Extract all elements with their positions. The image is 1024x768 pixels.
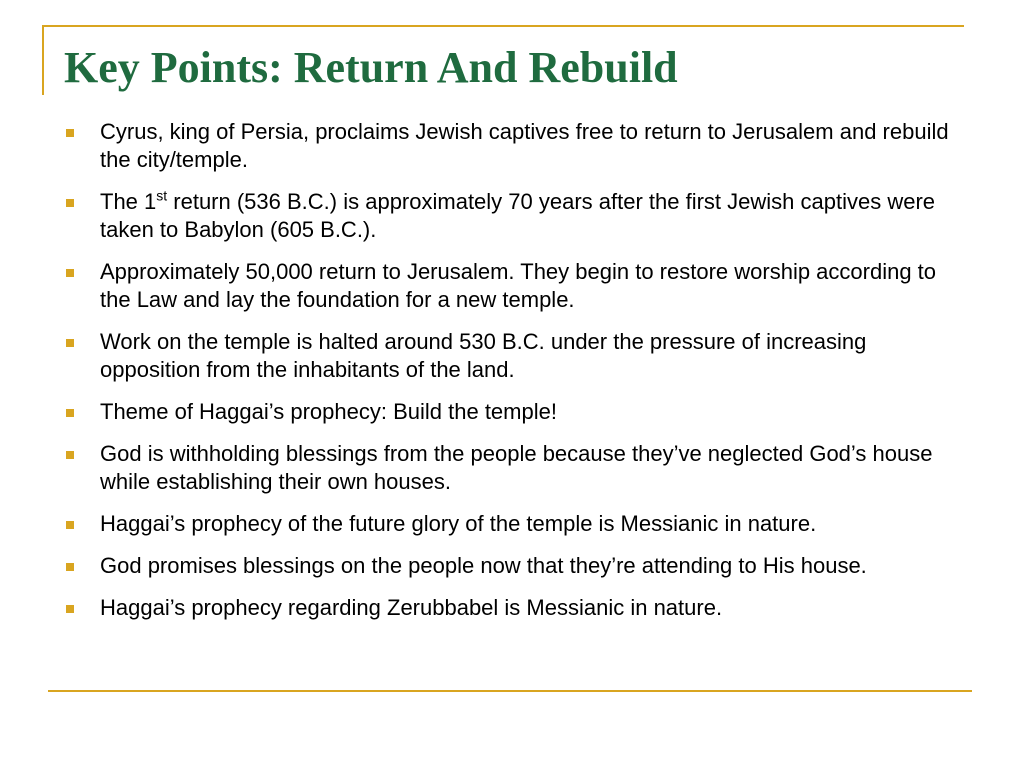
bullet-text: Cyrus, king of Persia, proclaims Jewish captives free to return to Jerusalem and rebuild the city/temple. [100,119,949,172]
square-bullet-icon [66,129,74,137]
bullet-text [100,188,966,244]
square-bullet-icon [66,451,74,459]
bullet-text-part: return (536 B.C.) is approximately 70 years after the first Jewish captives were taken to Babylon (605 B.C.). [100,189,936,242]
frame-left-line [42,25,44,95]
bullet-item [66,398,966,426]
ordinal-superscript: st [156,187,168,204]
bullet-text: Theme of Haggai’s prophecy: Build the temple! [100,399,557,424]
bullet-item [66,510,966,538]
bullet-text: God is withholding blessings from the people because they’ve neglected God’s house while establishing their own houses. [100,441,933,494]
bullet-text: God promises blessings on the people now that they’re attending to His house. [100,553,867,578]
bullet-item [66,552,966,580]
square-bullet-icon [66,521,74,529]
square-bullet-icon [66,339,74,347]
square-bullet-icon [66,605,74,613]
bullet-text: Haggai’s prophecy of the future glory of the temple is Messianic in nature. [100,511,817,536]
bullet-text: Approximately 50,000 return to Jerusalem. They begin to restore worship according to the Law and lay the foundation for a new temple. [100,259,937,312]
bullet-text: Haggai’s prophecy regarding Zerubbabel is Messianic in nature. [100,595,723,620]
bullet-item [66,440,966,496]
square-bullet-icon [66,269,74,277]
square-bullet-icon [66,409,74,417]
bullet-item [66,258,966,314]
bullet-item [66,328,966,384]
frame-bottom-line [48,690,972,692]
bullet-item [66,594,966,622]
bullet-text: Work on the temple is halted around 530 B.C. under the pressure of increasing opposition from the inhabitants of the land. [100,329,867,382]
bullet-item [66,118,966,174]
frame-top-line [42,25,964,27]
square-bullet-icon [66,563,74,571]
bullet-item [66,188,966,244]
bullet-text-part: The 1 [100,189,157,214]
slide-title: Key Points: Return And Rebuild [64,43,678,92]
bullet-list [66,118,966,636]
square-bullet-icon [66,199,74,207]
